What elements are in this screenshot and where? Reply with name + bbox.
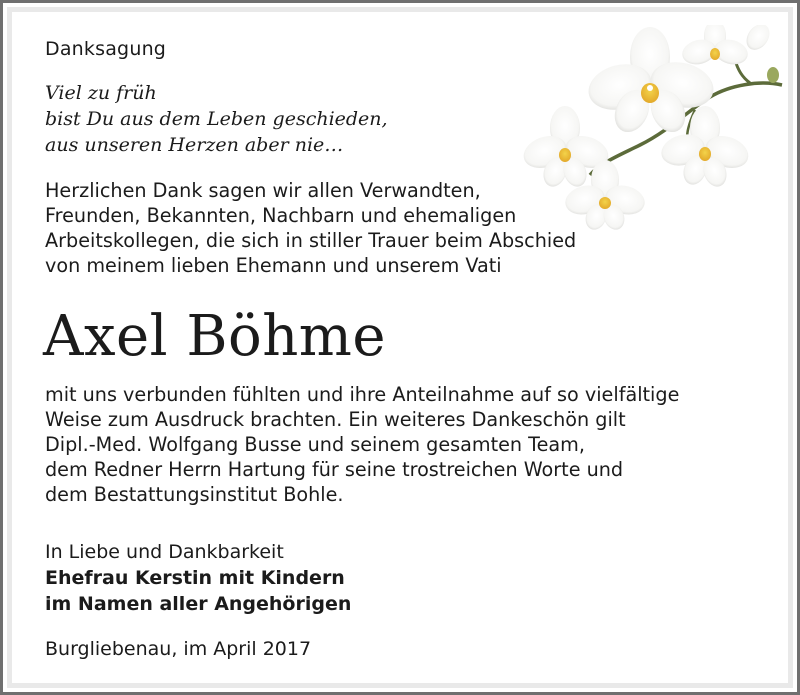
heading: Danksagung <box>45 38 167 60</box>
closing <box>45 539 351 617</box>
body-line: dem Bestattungsinstitut Bohle. <box>45 483 344 506</box>
poem-line: Viel zu früh <box>45 82 157 104</box>
poem <box>45 80 388 158</box>
deceased-name: Axel Böhme <box>43 304 387 369</box>
body-line: Dipl.-Med. Wolfgang Busse und seinem gesamten Team, <box>45 433 585 456</box>
place-date: Burgliebenau, im April 2017 <box>45 638 312 660</box>
closing-line: In Liebe und Dankbarkeit <box>45 541 284 563</box>
signature-relatives: im Namen aller Angehörigen <box>45 593 352 615</box>
body-text <box>45 382 679 507</box>
intro-line: von meinem lieben Ehemann und unserem Vati <box>45 254 502 277</box>
intro-line: Arbeitskollegen, die sich in stiller Trauer beim Abschied <box>45 229 577 252</box>
poem-line: aus unseren Herzen aber nie… <box>45 134 344 156</box>
orchid-icon <box>520 25 790 235</box>
body-line: mit uns verbunden fühlten und ihre Anteilnahme auf so vielfältige <box>45 383 680 406</box>
poem-line: bist Du aus dem Leben geschieden, <box>45 108 388 130</box>
intro-line: Herzlichen Dank sagen wir allen Verwandten, <box>45 179 481 202</box>
body-line: Weise zum Ausdruck brachten. Ein weiteres Dankeschön gilt <box>45 408 626 431</box>
intro-text <box>45 178 576 278</box>
body-line: dem Redner Herrn Hartung für seine trostreichen Worte und <box>45 458 624 481</box>
intro-line: Freunden, Bekannten, Nachbarn und ehemaligen <box>45 204 517 227</box>
signature-family: Ehefrau Kerstin mit Kindern <box>45 567 345 589</box>
